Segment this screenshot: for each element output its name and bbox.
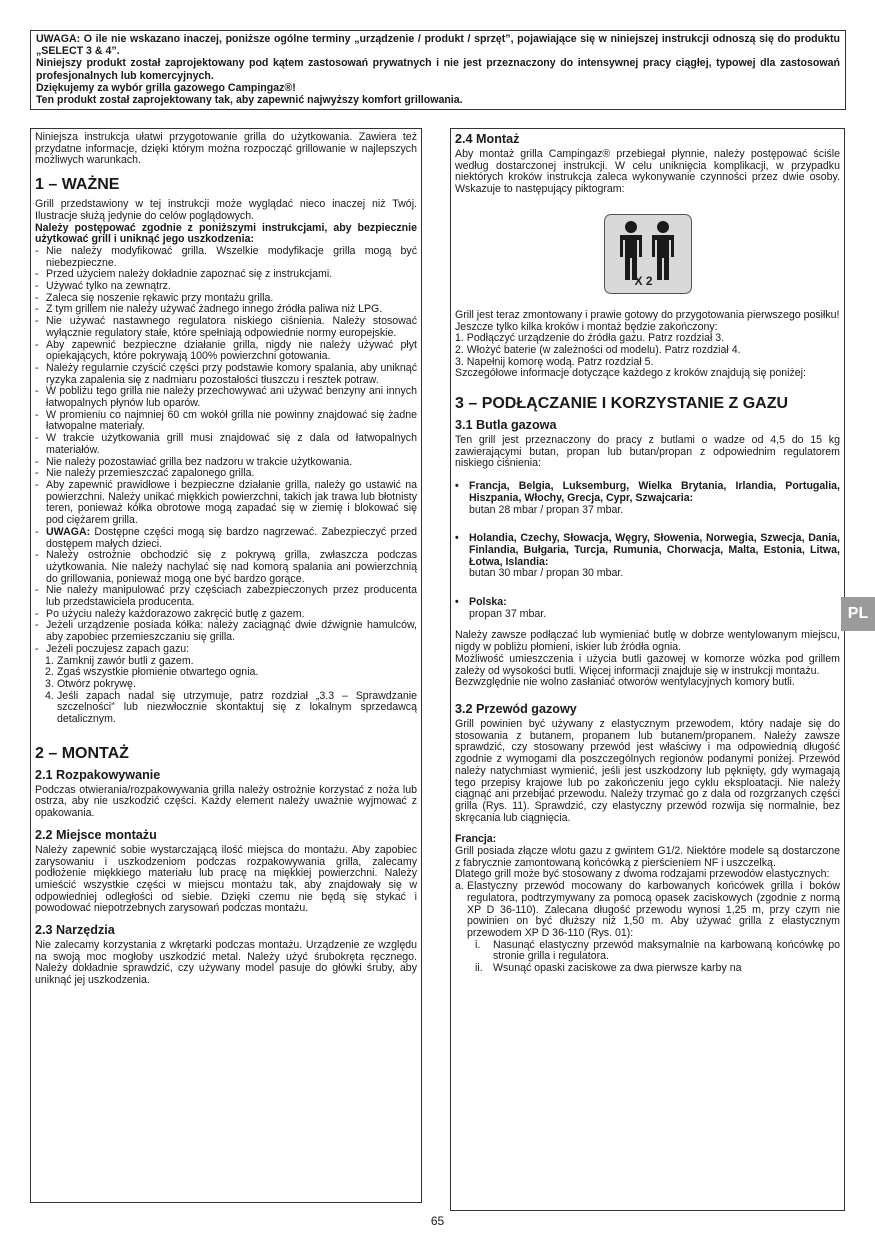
step-text: Otwórz pokrywę. bbox=[57, 677, 136, 690]
section-3-1-heading: 3.1 Butla gazowa bbox=[455, 418, 557, 433]
list-item bbox=[455, 481, 840, 516]
list-item: - Z tym grillem nie należy używać żadnego innego źródła paliwa niż LPG. bbox=[35, 304, 417, 316]
section-2-heading: 2 – MONTAŻ bbox=[35, 744, 129, 762]
list-item bbox=[45, 691, 417, 726]
list-item bbox=[455, 597, 840, 620]
section-1-instruction: Należy postępować zgodnie z poniższymi instrukcjami, aby bezpiecznie użytkować grill i uniknąć jego uszkodzenia: bbox=[35, 221, 417, 246]
section-2-2-heading: 2.2 Miejsce montażu bbox=[35, 827, 157, 842]
section-3-2-text: Grill powinien być używany z elastycznym przewodem, który nadaje się do stosowania z butanem, propanem lub butanem/propanem. Należy zawsze sprawdzić, czy stosowany przewód jest właściwy i ma odpowiednią długość zgodnie z wymogami dla poszczególnych regionów podanymi poniżej. Przewód należy natychmiast wymienić, jeśli jest uszkodzony lub pęknięty, gdy wymagają tego przepisy krajowe lub po zakończeniu jego cyklu eksploatacji. Nie należy ciągnąć ani przebijać przewodu. Należy trzymać go z dala od rozgrzanych części grilla (Rys. 11). Sprawdzić, czy elastyczny przewód rozwija się normalnie, bez skręcania lub ciągnięcia. bbox=[455, 717, 840, 824]
country-list bbox=[455, 481, 840, 620]
section-3-1-text: Ten grill jest przeznaczony do pracy z butlami o wadze od 4,5 do 15 kg zawierającymi butan, propan lub butan/propan z odpowiednim regulatorem niskiego ciśnienia: bbox=[455, 434, 840, 470]
notice-line: Ten produkt został zaprojektowany tak, aby zapewnić najwyższy komfort grillowania. bbox=[36, 94, 463, 107]
notice-line: Dziękujemy za wybór grilla gazowego Campingaz®! bbox=[36, 81, 296, 94]
france-paragraph: Grill posiada złącze wlotu gazu z gwintem G1/2. Niektóre modele są dostarczone z fabrycznie zamontowaną końcówką z pierścieniem NF i uszczelką. bbox=[455, 845, 840, 869]
spacer bbox=[455, 380, 840, 386]
list-item: - Po użyciu należy każdorazowo zakręcić butlę z gazem. bbox=[35, 609, 417, 621]
section-2-4-text: Aby montaż grilla Campingaz® przebiegał płynnie, należy postępować ściśle według dostarczonej instrukcji. W celu uniknięcia komplikacji, w przypadku niektórych kroków instrukcja zaleca wykonywanie czynności przez dwie osoby. Wskazuje to następujący piktogram: bbox=[455, 148, 840, 196]
pressure-value: butan 30 mbar / propan 30 mbar. bbox=[469, 567, 624, 580]
section-2-1-text: Podczas otwierania/rozpakowywania grilla należy ostrożnie korzystać z noża lub ostrza, aby nie uszkodzić części. Każdy element należy uważnie wyjmować z opakowania. bbox=[35, 783, 417, 820]
list-item: - Nie należy przemieszczać zapalonego grilla. bbox=[35, 468, 417, 480]
step-text: Zgaś wszystkie płomienie otwartego ognia. bbox=[57, 666, 259, 679]
section-2-4-heading: 2.4 Montaż bbox=[455, 132, 520, 146]
list-item bbox=[475, 940, 840, 963]
page-number: 65 bbox=[430, 1214, 445, 1228]
list-item: - W pobliżu tego grilla nie należy przechowywać ani używać benzyny ani innych łatwopalnych płynów lub oparów. bbox=[35, 386, 417, 409]
list-item: - Używać tylko na zewnątrz. bbox=[35, 281, 417, 293]
list-item: - Należy ostrożnie obchodzić się z pokrywą grilla, zwłaszcza podczas użytkowania. Nie należy nachylać się nad komorą spalania ani powierzchnią do grillowania, ponieważ mogą one być bardzo gorące. bbox=[35, 550, 417, 585]
language-tab: PL bbox=[841, 597, 875, 631]
section-2-3-text: Nie zalecamy korzystania z wkrętarki podczas montażu. Urządzenie ze względu na swoją moc mogłoby uszkodzić metal. Należy użyć śrubokręta ręcznego. Należy dokładnie sprawdzić, czy używany model pasuje do główki śruby, aby uniknąć jej uszkodzenia. bbox=[35, 939, 417, 987]
step-text: Wsunąć opaski zaciskowe za dwa pierwsze karby na bbox=[493, 962, 742, 975]
intro-paragraph: Niniejsza instrukcja ułatwi przygotowanie grilla do użytkowania. Zawiera też przydatne informacje, dzięki którym można rozpocząć grillowanie w najlepszych możliwych warunkach. bbox=[35, 131, 417, 167]
step-number: i. bbox=[475, 938, 481, 951]
assembly-done-text: Grill jest teraz zmontowany i prawie gotowy do przygotowania pierwszego posiłku! bbox=[455, 308, 840, 321]
hose-sub-steps bbox=[467, 940, 840, 975]
list-item bbox=[455, 533, 840, 580]
spacer bbox=[455, 824, 840, 834]
left-column bbox=[30, 128, 422, 1203]
pressure-value: propan 37 mbar. bbox=[469, 607, 547, 620]
list-item bbox=[35, 527, 417, 550]
section-1-heading: 1 – WAŻNE bbox=[35, 176, 120, 194]
country-names: • Holandia, Czechy, Słowacja, Węgry, Słowenia, Norwegia, Szwecja, Dania, Finlandia, Bułgaria, Turcja, Rumunia, Chorwacja, Malta, Estonia, Litwa, Łotwa, Islandia: bbox=[469, 532, 840, 568]
list-item: - Zaleca się noszenie rękawic przy montażu grilla. bbox=[35, 293, 417, 305]
section-3-heading: 3 – PODŁĄCZANIE I KORZYSTANIE Z GAZU bbox=[455, 395, 789, 413]
list-item: - Nie należy pozostawiać grilla bez nadzoru w trakcie użytkowania. bbox=[35, 457, 417, 469]
pictogram-label: X 2 bbox=[634, 273, 653, 288]
notice-box bbox=[30, 30, 846, 110]
country-names: • Francja, Belgia, Luksemburg, Wielka Brytania, Irlandia, Portugalia, Hiszpania, Włochy, Grecja, Cypr, Szwajcaria: bbox=[469, 480, 840, 504]
step-number: 4. bbox=[45, 689, 54, 702]
right-column bbox=[450, 128, 845, 1211]
list-item: - Należy regularnie czyścić części przy podstawie komory spalania, aby uniknąć ryzyka zapalenia się z nadmiaru pozostałości tłuszczu i resztek potraw. bbox=[35, 363, 417, 386]
step-number: 2. bbox=[45, 666, 54, 679]
two-person-pictogram bbox=[604, 214, 692, 294]
section-2-3-heading: 2.3 Narzędzia bbox=[35, 923, 115, 938]
spacer bbox=[35, 726, 417, 736]
option-letter: a. bbox=[455, 880, 464, 893]
gas-smell-steps bbox=[35, 656, 417, 726]
few-steps-text: Jeszcze tylko kilka kroków i montaż będzie zakończony: bbox=[455, 320, 718, 333]
list-item: - W promieniu co najmniej 60 cm wokół grilla nie powinny znajdować się żadne łatwopalne materiały. bbox=[35, 410, 417, 433]
list-item: - Aby zapewnić prawidłowe i bezpieczne działanie grilla, należy go ustawić na powierzchni. Należy unikać miękkich powierzchni, takich jak trawa lub błotnisty teren, ponieważ kółka obrotowe mogą zapadać się w ziemię i blokować się pod ciężarem grilla. bbox=[35, 480, 417, 527]
notice-line: UWAGA: O ile nie wskazano inaczej, poniższe ogólne terminy „urządzenie / produkt / sprzęt”, pojawiające się w niniejszej instrukcji odnoszą się do produktu „SELECT 3 & 4”. bbox=[36, 33, 840, 58]
list-item: - Przed użyciem należy dokładnie zapoznać się z instrukcjami. bbox=[35, 269, 417, 281]
section-2-2-text: Należy zapewnić sobie wystarczającą ilość miejsca do montażu. Aby zapobiec zarysowaniu i uszkodzeniom podczas rozpakowywania grilla, zalecamy podłożenie miękkiego materiału lub pracę na miękkiej powierzchni. Należy umieścić wszystkie części w miejscu montażu tak, aby znajdowały się w odpowiedniej odległości od siebie. Dzięki czemu nie będą się stykać i powodować niepotrzebnych zarysowań podczas montażu. bbox=[35, 843, 417, 915]
step-number: 1. bbox=[45, 654, 54, 667]
list-item: - Nie używać nastawnego regulatora niskiego ciśnienia. Należy stosować wyłącznie regulatory stałe, które spełniają odpowiednie normy europejskie. bbox=[35, 316, 417, 339]
warning-text: Dostępne części mogą się bardzo nagrzewać. Zabezpieczyć przed dostępem małych dzieci. bbox=[46, 525, 417, 550]
section-1-paragraph: Grill przedstawiony w tej instrukcji może wyglądać nieco inaczej niż Twój. Ilustracje służą jedynie do celów poglądowych. bbox=[35, 198, 417, 222]
step-line: 1. Podłączyć urządzenie do źródła gazu. Patrz rozdział 3. bbox=[455, 332, 725, 345]
notice-line: Niniejszy produkt został zaprojektowany pod kątem zastosowań prywatnych i nie jest przeznaczony do intensywnej pracy ciągłej, typowej dla zastosowań profesjonalnych lub komercyjnych. bbox=[36, 57, 840, 82]
step-number: ii. bbox=[475, 962, 483, 975]
france-paragraph: Dlatego grill może być stosowany z dwoma rodzajami przewodów elastycznych: bbox=[455, 868, 830, 881]
section-2-1-heading: 2.1 Rozpakowywanie bbox=[35, 767, 161, 782]
step-number: 3. bbox=[45, 677, 54, 690]
section-3-1-paragraph: Możliwość umieszczenia i użycia butli gazowej w komorze wózka pod grillem zależy od wysokości butli. Więcej informacji znajduje się w instrukcji montażu. bbox=[455, 652, 840, 677]
step-text: Jeśli zapach nadal się utrzymuje, patrz rozdział „3.3 – Sprawdzanie szczelności” lub niezwłocznie skontaktuj się z lokalnym sprzedawcą detalicznym. bbox=[57, 689, 417, 726]
list-item: - Nie należy modyfikować grilla. Wszelkie modyfikacje grilla mogą być niebezpieczne. bbox=[35, 246, 417, 269]
list-item: - Aby zapewnić bezpieczne działanie grilla, nigdy nie należy używać płyt opiekających, które pokrywają 100% powierzchni gotowania. bbox=[35, 340, 417, 363]
step-text: Nasunąć elastyczny przewód maksymalnie na karbowaną końcówkę po stronie grilla i regulatora. bbox=[493, 938, 840, 963]
pressure-value: butan 28 mbar / propan 37 mbar. bbox=[469, 503, 624, 516]
step-line: 2. Włożyć baterie (w zależności od modelu). Patrz rozdział 4. bbox=[455, 343, 741, 356]
list-item bbox=[475, 963, 840, 975]
list-item: - Jeżeli poczujesz zapach gazu: bbox=[35, 644, 417, 656]
section-3-1-paragraph: Bezwzględnie nie wolno zasłaniać otworów wentylacyjnych komory butli. bbox=[455, 676, 795, 689]
list-item: - W trakcie użytkowania grill musi znajdować się z dala od łatwopalnych materiałów. bbox=[35, 433, 417, 456]
step-line: 3. Napełnij komorę wodą. Patrz rozdział 5. bbox=[455, 355, 654, 368]
details-text: Szczegółowe informacje dotyczące każdego z kroków znajdują się poniżej: bbox=[455, 367, 806, 380]
safety-list bbox=[35, 246, 417, 656]
hose-options bbox=[455, 881, 840, 975]
step-text: Zamknij zawór butli z gazem. bbox=[57, 654, 194, 667]
option-text: Elastyczny przewód mocowany do karbowanych końcówek grilla i boków regulatora, podtrzymywany za pomocą opasek zaciskowych (zgodnie z normą XP D 36-110). Zalecana długość przewodu wynosi 1,25 m, przy czym nie powinien on być dłuższy niż 1,50 m. Aby używać grilla z elastycznym przewodem XP D 36-110 (Rys. 01): bbox=[467, 880, 840, 939]
warning-label: UWAGA: bbox=[46, 525, 91, 538]
france-label: Francja: bbox=[455, 833, 497, 846]
list-item: - Jeżeli urządzenie posiada kółka: należy zaciągnąć dwie dźwignie hamulców, aby zapobiec przemieszczaniu się grilla. bbox=[35, 620, 417, 643]
list-item: - Nie należy manipulować przy częściach zabezpieczonych przez producenta lub przedstawiciela producenta. bbox=[35, 585, 417, 608]
list-item bbox=[455, 881, 840, 975]
section-3-1-paragraph: Należy zawsze podłączać lub wymieniać butlę w dobrze wentylowanym miejscu, nigdy w pobliżu płomieni, iskier lub źródła ognia. bbox=[455, 629, 840, 654]
country-names: • Polska: bbox=[469, 596, 507, 609]
section-3-2-heading: 3.2 Przewód gazowy bbox=[455, 701, 577, 716]
